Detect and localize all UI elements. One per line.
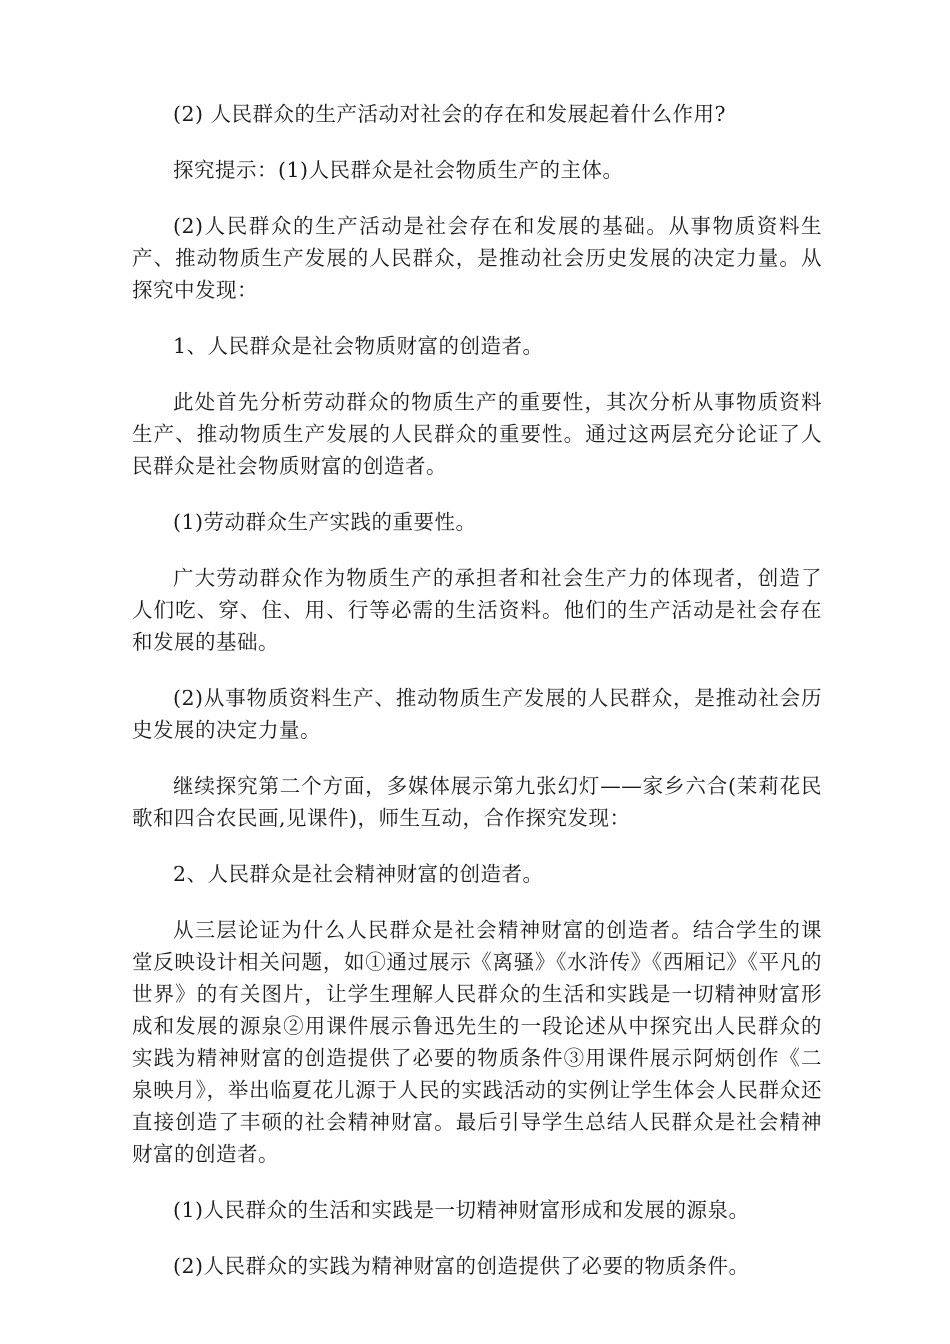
hint-paragraph: 探究提示：(1)人民群众是社会物质生产的主体。 (173, 158, 624, 182)
body-paragraph: 继续探究第二个方面，多媒体展示第九张幻灯——家乡六合(茉莉花民歌和四合农民画,见课件)，师生互动，合作探究发现： (132, 774, 822, 830)
heading-paragraph: 1、人民群众是社会物质财富的创造者。 (173, 334, 544, 358)
heading-paragraph: 2、人民群众是社会精神财富的创造者。 (173, 862, 544, 886)
question-paragraph: (2) 人民群众的生产活动对社会的存在和发展起着什么作用? (173, 102, 727, 126)
subheading-paragraph: (2)人民群众的实践为精神财富的创造提供了必要的物质条件。 (173, 1254, 750, 1278)
body-paragraph: (2)人民群众的生产活动是社会存在和发展的基础。从事物质资料生产、推动物质生产发展的人民群众，是推动社会历史发展的决定力量。从探究中发现： (132, 214, 822, 302)
subheading-paragraph: (2)从事物质资料生产、推动物质生产发展的人民群众，是推动社会历史发展的决定力量。 (132, 686, 822, 742)
document-body (132, 98, 822, 1306)
subheading-paragraph: (1)人民群众的生活和实践是一切精神财富形成和发展的源泉。 (173, 1198, 750, 1222)
subheading-paragraph: (1)劳动群众生产实践的重要性。 (173, 510, 477, 534)
body-paragraph: 广大劳动群众作为物质生产的承担者和社会生产力的体现者，创造了人们吃、穿、住、用、行等必需的生活资料。他们的生产活动是社会存在和发展的基础。 (132, 566, 822, 654)
body-paragraph: 从三层论证为什么人民群众是社会精神财富的创造者。结合学生的课堂反映设计相关问题，如①通过展示《离骚》《水浒传》《西厢记》《平凡的世界》的有关图片，让学生理解人民群众的生活和实践是一切精神财富形成和发展的源泉②用课件展示鲁迅先生的一段论述从中探究出人民群众的实践为精神财富的创造提供了必要的物质条件③用课件展示阿炳创作《二泉映月》，举出临夏花儿源于人民的实践活动的实例让学生体会人民群众还直接创造了丰硕的社会精神财富。最后引导学生总结人民群众是社会精神财富的创造者。 (132, 918, 822, 1166)
body-paragraph: 此处首先分析劳动群众的物质生产的重要性，其次分析从事物质资料生产、推动物质生产发展的人民群众的重要性。通过这两层充分论证了人民群众是社会物质财富的创造者。 (132, 390, 822, 478)
